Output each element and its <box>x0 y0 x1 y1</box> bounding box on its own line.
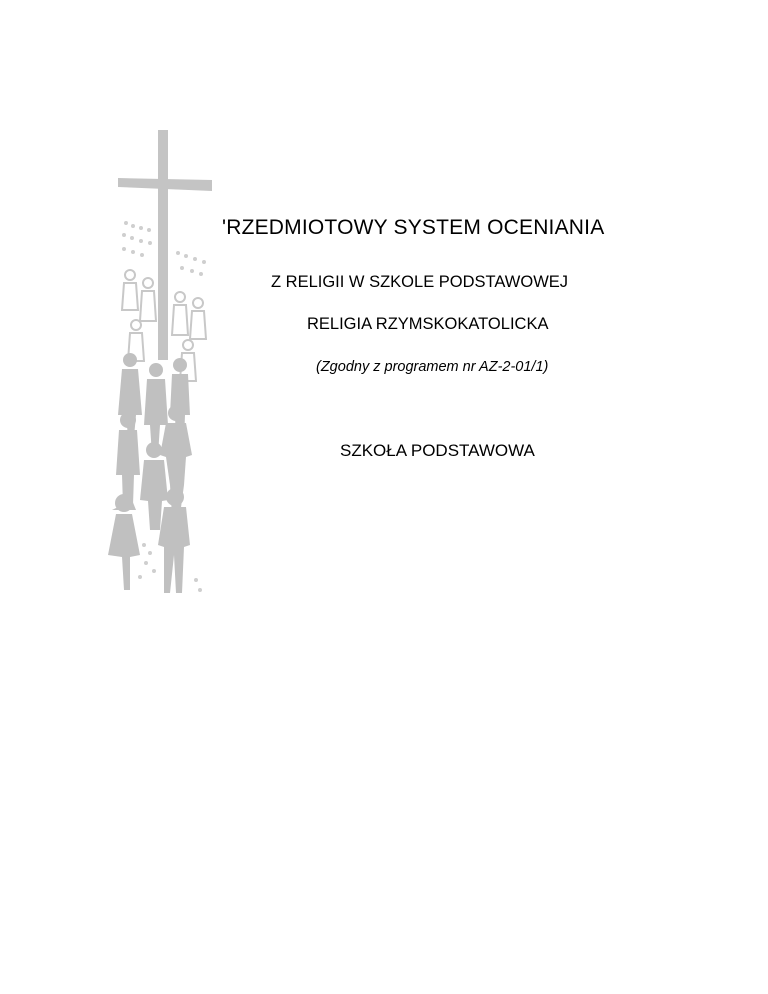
school-type-heading: SZKOŁA PODSTAWOWA <box>340 441 535 460</box>
document-title: 'RZEDMIOTOWY SYSTEM OCENIANIA <box>222 216 605 239</box>
document-subtitle: Z RELIGII W SZKOLE PODSTAWOWEJ <box>271 273 569 291</box>
solid-figures <box>108 353 192 593</box>
program-note: (Zgodny z programem nr AZ-2-01/1) <box>316 359 549 375</box>
religion-heading: RELIGIA RZYMSKOKATOLICKA <box>307 315 549 333</box>
cross-procession-illustration <box>100 125 220 600</box>
cross-vertical-beam <box>158 130 168 360</box>
